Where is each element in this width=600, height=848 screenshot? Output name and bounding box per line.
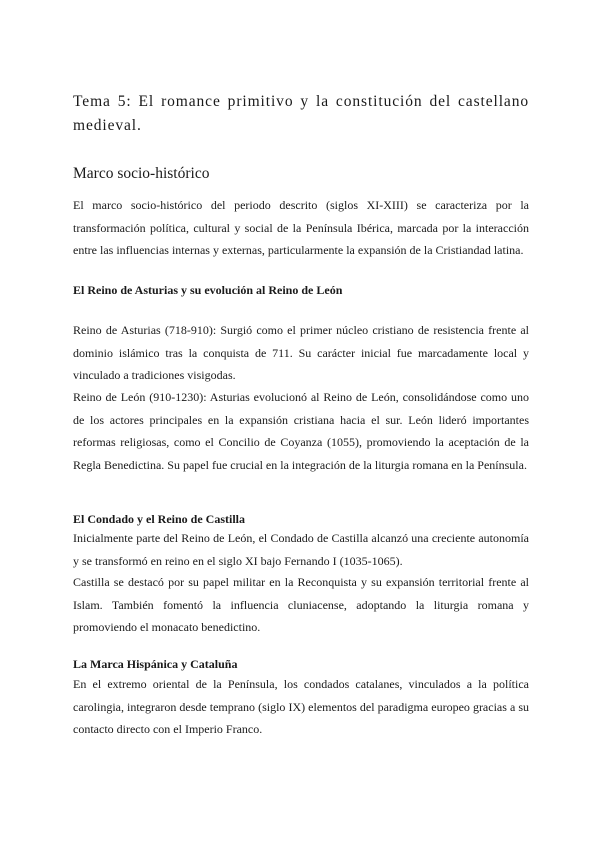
section-heading-cataluna: La Marca Hispánica y Cataluña (73, 657, 238, 671)
section-subtitle: Marco socio-histórico (73, 165, 210, 182)
paragraph-asturias: Reino de Asturias (718-910): Surgió como el primer núcleo cristiano de resistencia frente al dominio islámico tras la conquista de 711. Su carácter inicial fue marcadamente local y vinculado a tradiciones visigodas. (73, 323, 529, 382)
paragraph-cataluna: En el extremo oriental de la Península, los condados catalanes, vinculados a la política carolingia, integraron desde temprano (siglo IX) elementos del paradigma europeo gracias a su contacto directo con el Imperio Franco. (73, 677, 529, 736)
section-heading-castilla: El Condado y el Reino de Castilla (73, 512, 246, 526)
section-heading-asturias: El Reino de Asturias y su evolución al Reino de León (73, 283, 343, 297)
paragraph-castilla-condado: Inicialmente parte del Reino de León, el Condado de Castilla alcanzó una creciente autonomía y se transformó en reino en el siglo XI bajo Fernando I (1035-1065). (73, 531, 529, 568)
document-title: Tema 5: El romance primitivo y la constitución del castellano medieval. (73, 93, 529, 134)
paragraph-castilla-reconquista: Castilla se destacó por su papel militar en la Reconquista y su expansión territorial frente al Islam. También fomentó la influencia cluniacense, adoptando la liturgia romana y promoviendo el monacato benedictino. (73, 575, 529, 634)
paragraph-leon: Reino de León (910-1230): Asturias evolucionó al Reino de León, consolidándose como uno de los actores principales en la expansión cristiana hacia el sur. León lideró importantes reformas religiosas, como el Concilio de Coyanza (1055), promoviendo la aceptación de la Regla Benedictina. Su papel fue crucial en la integración de la liturgia romana en la Península. (73, 390, 529, 472)
intro-paragraph: El marco socio-histórico del periodo descrito (siglos XI-XIII) se caracteriza por la transformación política, cultural y social de la Península Ibérica, marcada por la interacción entre las influencias internas y externas, particularmente la expansión de la Cristiandad latina. (73, 198, 529, 257)
